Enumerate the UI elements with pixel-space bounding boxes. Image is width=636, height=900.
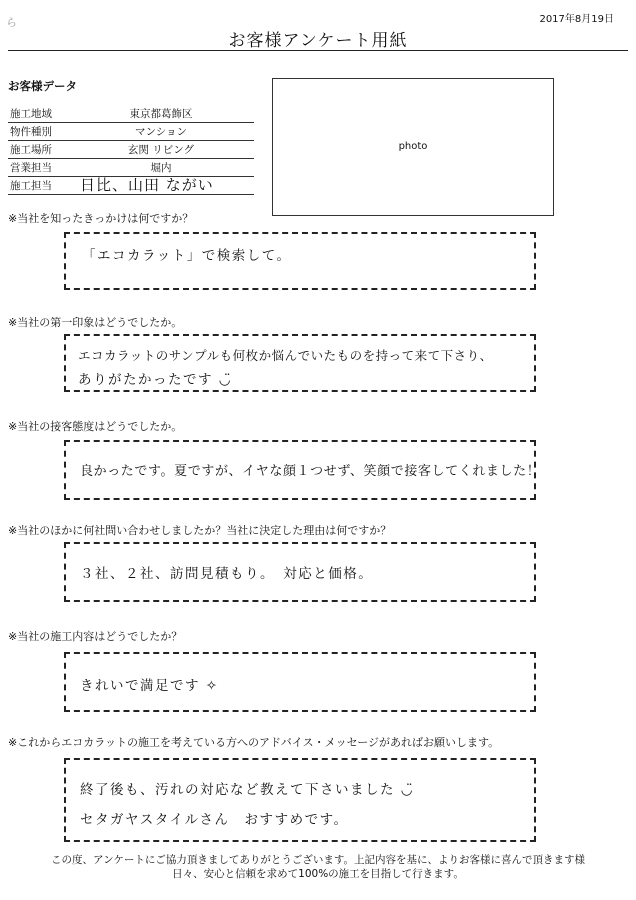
info-label: 営業担当 <box>10 162 52 174</box>
answer-box-3 <box>64 440 541 500</box>
handwritten-staff-names: 日比、山田 ながい <box>80 176 214 194</box>
corner-mark: ら <box>6 16 17 29</box>
answer-2-line-1: エコカラットのサンプルも何枚か悩んでいたものを持って来て下さり、 <box>78 348 493 363</box>
question-2: ※当社の第一印象はどうでしたか。 <box>8 316 183 329</box>
answer-box-1 <box>64 232 536 290</box>
answer-3-line-1: 良かったです。夏ですが、イヤな顔１つせず、笑顔で接客してくれました！ <box>80 464 541 479</box>
photo-placeholder <box>272 78 554 216</box>
info-value: 東京都葛飾区 <box>129 108 193 120</box>
answer-box-5 <box>64 652 536 712</box>
question-4: ※当社のほかに何社問い合わせしましたか？当社に決定した理由は何ですか？ <box>8 524 392 537</box>
answer-6-line-2: セタガヤスタイルさん おすすめです。 <box>80 812 349 828</box>
answer-5-line-1: きれいで満足です ✧ <box>80 678 219 694</box>
info-label: 施工場所 <box>10 144 52 156</box>
survey-date: 2017年8月19日 <box>539 14 614 25</box>
answer-box-6 <box>64 758 536 842</box>
info-row-construction-area <box>8 104 254 123</box>
info-value: 玄関 リビング <box>127 144 195 156</box>
info-row-construction-staff <box>8 176 254 195</box>
info-label: 物件種別 <box>10 126 52 138</box>
answer-1-line-1: 「エコカラット」で検索して。 <box>82 248 292 264</box>
customer-data-heading: お客様データ <box>8 79 77 93</box>
answer-6-line-1: 終了後も、汚れの対応など教えて下さいました ◡̈ <box>80 782 415 798</box>
info-row-construction-place <box>8 140 254 159</box>
page-title: お客様アンケート用紙 <box>228 31 408 51</box>
answer-box-4 <box>64 542 536 602</box>
info-value: 堀内 <box>150 162 172 174</box>
question-6: ※これからエコカラットの施工を考えている方へのアドバイス・メッセージがあればお願いします。 <box>8 736 500 749</box>
footer-line-1: この度、アンケートにご協力頂きましてありがとうございます。上記内容を基に、よりお客様に喜んで頂きます様 <box>50 854 586 866</box>
question-5: ※当社の施工内容はどうでしたか？ <box>8 630 183 643</box>
photo-label: photo <box>398 141 428 152</box>
info-label: 施工担当 <box>10 180 52 192</box>
question-1: ※当社を知ったきっかけは何ですか？ <box>8 212 194 225</box>
title-divider <box>8 50 628 51</box>
answer-2-line-2: ありがたかったです ◡̈ <box>78 372 233 388</box>
answer-box-2 <box>64 334 536 392</box>
answer-4-line-1: ３社、２社、訪問見積もり。 対応と価格。 <box>80 566 374 582</box>
info-value: マンション <box>134 126 188 138</box>
footer-line-2: 日々、安心と信頼を求めて100%の施工を目指して行きます。 <box>172 868 464 880</box>
info-row-property-type <box>8 122 254 141</box>
question-3: ※当社の接客態度はどうでしたか。 <box>8 420 183 433</box>
info-label: 施工地域 <box>10 108 52 120</box>
